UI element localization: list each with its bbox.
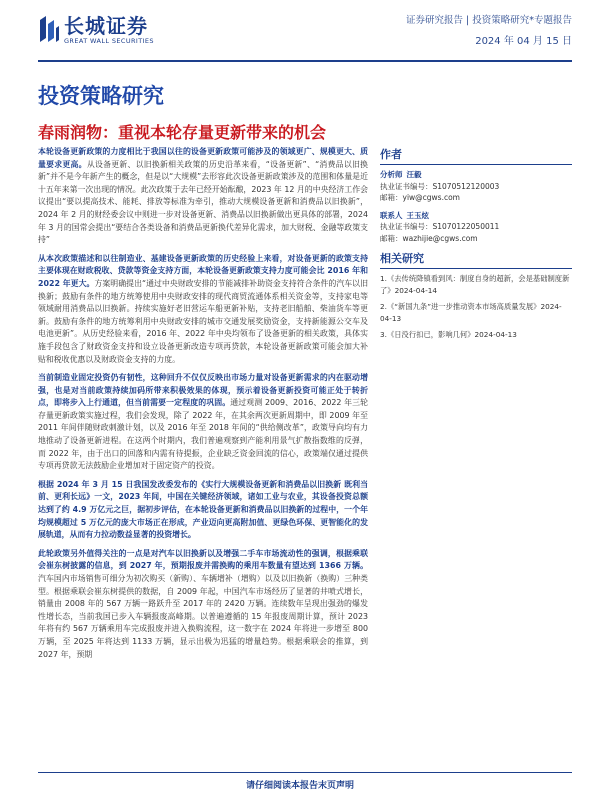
author-cert: 执业证书编号：S1070512120003	[380, 181, 500, 191]
paragraph-lead: 此轮政策另外值得关注的一点是对汽车以旧换新以及增强二手车市场流动性的强调，根据乘联会崔东树披露的信息，到 2027 年，预期报废并需换购的乘用车数量有望达到 1366 万辆。	[38, 548, 368, 571]
author-name: 王玉炫	[406, 210, 429, 220]
main-body	[38, 146, 368, 667]
paragraph-text: 方案明确提出“通过中央财政安排的节能减排补助资金支持符合条件的汽车以旧换新；鼓励有条件的地方统筹使用中央财政安排的现代商贸流通体系相关资金等，支持家电等领域耐用消费品以旧换新。持续实施好老旧营运车船更新补贴，支持老旧船舶、柴油货车等更新。鼓励有条件的地方统筹利用中央财政安排的城市交通发展奖励资金，支持新能源公交车及电池更新”。从历史经验来看，2016 年、2022 年中央均领布了设备更新的相关政策，具体实施手段包含了财政资金支持和设立设备更新改造专项再贷款，本轮设备更新政策可能会加大补贴和税收优惠以及财政资金支持的力度。	[38, 278, 368, 364]
author-name: 汪毅	[406, 170, 422, 179]
paragraph-text: 汽车国内市场销售可细分为初次购买（新购）、车辆增补（增购）以及以旧换新（换购）三种类型。根据乘联会崔东树提供的数据，自 2009 年起，中国汽车市场经历了显著的井喷式增长，销量由 2008 年的 567 万辆一路跃升至 2017 年的 2420 万辆。连续数年呈现出强劲的爆发性增长态，当前我国已步入车辆报废高峰期。以普遍遵循的 15 年报废周期计算，预计 2023 年将有约 567 万辆乘用车完成报废并进入换购流程，这一数字在 2024 年将进一步增至 800 万辆，至 2025 年将达到 1133 万辆，显示出极为迅猛的增量趋势。根据乘联会的推算，到 2027 年，预期	[38, 574, 368, 659]
author-card	[380, 210, 572, 245]
footer-divider	[38, 772, 572, 773]
paragraph-lead: 本轮设备更新政策的力度相比于我国以往的设备更新政策可能涉及的领域更广、规模更大、质量要求更高。	[38, 147, 368, 169]
body-paragraph	[38, 372, 368, 473]
author-email[interactable]: 邮箱：wazhijie@cgws.com	[380, 233, 478, 243]
footer-disclaimer: 请仔细阅读本报告末页声明	[245, 781, 354, 791]
page-footer	[0, 772, 600, 800]
logo-chinese-name: 长城证券	[64, 14, 148, 38]
paragraph-lead: 根据 2024 年 3 月 15 日我国发改委发布的《实行大规模设备更新和消费品以旧换新 既利当前、更利长远》一文，2023 年间，中国在关键经济领域，诸如工业与农业，其设备投资总额达到了约 4.9 万亿元之巨，据初步评估，在本轮设备更新和消费品以旧换新的过程中，一个年均规模超过 5 万亿元的庞大市场正在形成，产业迈向更高附加值、更绿色环保、更智能化的发展轨道，从而有力拉动数益显著的投资增长。	[38, 479, 368, 540]
author-role: 分析师	[380, 170, 403, 179]
author-email[interactable]: 邮箱：yiw@cgws.com	[380, 193, 460, 202]
logo-english-name: GREAT WALL SECURITIES	[64, 37, 154, 45]
page-header	[0, 0, 600, 66]
author-role: 联系人	[380, 210, 403, 220]
header-divider	[38, 60, 572, 62]
authors-heading: 作者	[380, 146, 572, 165]
related-research-heading: 相关研究	[380, 250, 572, 269]
body-paragraph	[38, 253, 368, 366]
company-logo	[38, 14, 154, 45]
author-cert: 执业证书编号：S1070122050011	[380, 222, 500, 231]
body-paragraph	[38, 548, 368, 661]
paragraph-text: 从设备更新、以旧换新相关政策的历史沿革来看，“设备更新”、“消费品以旧换新”并不是今年新产生的概念，但是以“大规模”去形容此次设备更新政策涉及的范围和体量是近十五年来第一次出现的情况。此次政策于去年已经开始酝酿，2023 年 12 月的中央经济工作会议提出“要以提高技术、能耗、排放等标准为牵引，推动大规模设备更新和消费品以旧换新”，2024 年 2 月的财经委会议中则进一步对设备更新、消费品以旧换新做出更具体的部署，2024 年 3 月的国常会提出“要结合各类设备和消费品更新换代差异化需求，加大财税、金融等政策支持”	[38, 159, 368, 245]
related-research-item[interactable]: 2.《“新国九条”进一步推动资本市场高质量发展》2024-04-13	[380, 302, 562, 323]
sidebar	[380, 146, 572, 346]
author-card	[380, 169, 572, 204]
report-breadcrumb: 证券研究报告 | 投资策略研究*专题报告	[406, 15, 572, 26]
body-paragraph	[38, 479, 368, 542]
related-research-item[interactable]: 3.《日没行扣已，影响几何》2024-04-13	[380, 330, 517, 339]
paragraph-lead: 当前制造业固定投资仍有韧性，这种回升不仅仅反映出市场力量对设备更新需求的内在驱动增强，也是对当前政策持续加码所带来积极效果的体现，预示着设备更新投资可能正处于转折点，即将步入上行通道，但当前需要一定程度的巩固。	[38, 373, 368, 408]
report-date: 2024 年 04 月 15 日	[475, 36, 572, 47]
body-paragraph	[38, 146, 368, 247]
paragraph-lead: 从本次政策描述和以往制造业、基建设备更新政策的历史经验上来看，对设备更新的政策支持主要体现在财政税收、贷款等资金支持方面，本轮设备更新政策支持力度可能会比 2016 年和 2022 年更大。	[38, 253, 368, 288]
related-research-list	[380, 273, 572, 341]
paragraph-text: 通过观测 2009、2016、2022 年三轮存量更新政策实施过程，我们会发现，除了 2022 年，在其余两次更新周期中，即 2009 年至 2011 年间伴随财政刺激计划，以及 2016 年至 2018 年间的“供给侧改革”，政策导向均有力地推动了设备更新进程。在这两个时期内，我们普遍观察到产能利用景气扩散指数维的反弹，而 2022 年，由于出口的回落和内需有待提振，企业缺乏资金回流的信心，政策端仅通过提供专项再贷款无法鼓励企业增加对于固定资产的投资。	[38, 398, 368, 471]
category-title: 投资策略研究	[38, 83, 164, 108]
related-research-item[interactable]: 1.《去传统降镇看到风：制度自身的超新，会是基础制度新了》2024-04-14	[380, 274, 570, 295]
report-title: 春雨润物：重视本轮存量更新带来的机会	[38, 123, 327, 142]
great-wall-logo-icon	[38, 14, 60, 44]
